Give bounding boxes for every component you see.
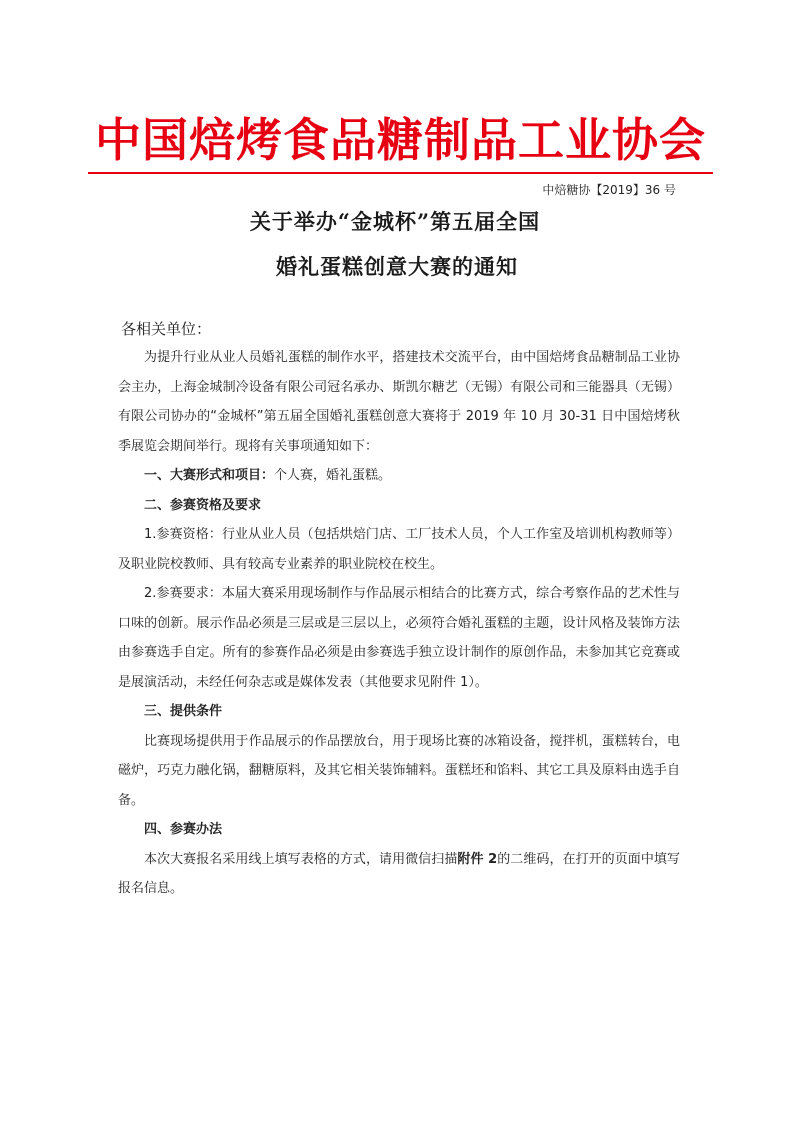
section-1-text: 个人赛，婚礼蛋糕。 bbox=[274, 468, 392, 483]
section-1 bbox=[118, 461, 680, 491]
notice-title-line1: 关于举办“金城杯”第五届全国 bbox=[249, 209, 541, 234]
section-4-heading: 四、参赛办法 bbox=[144, 822, 223, 837]
notice-body bbox=[118, 343, 680, 904]
section-4-text bbox=[118, 845, 680, 904]
section-1-heading: 一、大赛形式和项目： bbox=[144, 468, 275, 483]
section-3-text: 比赛现场提供用于作品展示的作品摆放台，用于现场比赛的冰箱设备，搅拌机，蛋糕转台，电磁炉，巧克力融化锅，翻糖原料，及其它相关装饰辅料。蛋糕坯和馅料、其它工具及原料由选手自备。 bbox=[118, 733, 680, 808]
salutation: 各相关单位： bbox=[121, 320, 212, 338]
letterhead-divider bbox=[88, 172, 713, 174]
section-3-heading: 三、提供条件 bbox=[144, 704, 223, 719]
attachment-2-reference: 附件 2 bbox=[457, 851, 498, 867]
notice-title-line2: 婚礼蛋糕创意大赛的通知 bbox=[276, 254, 518, 279]
section-2-heading: 二、参赛资格及要求 bbox=[144, 497, 262, 513]
section-2-item-2: 2.参赛要求：本届大赛采用现场制作与作品展示相结合的比赛方式，综合考察作品的艺术性与口味的创新。展示作品必须是三层或是三层以上，必须符合婚礼蛋糕的主题，设计风格及装饰方法由参赛选手自定。所有的参赛作品必须是由参赛选手独立设计制作的原创作品，未参加其它竞赛或是展演活动，未经任何杂志或是媒体发表（其他要求见附件 1）。 bbox=[118, 586, 680, 690]
organization-letterhead: 中国焙烤食品糖制品工业协会 bbox=[95, 113, 706, 167]
intro-paragraph: 为提升行业从业人员婚礼蛋糕的制作水平，搭建技术交流平台，由中国焙烤食品糖制品工业协会主办，上海金城制冷设备有限公司冠名承办、斯凯尔糖艺（无锡）有限公司和三能器具（无锡）有限公司协办的“金城杯”第五届全国婚礼蛋糕创意大赛将于 2019 年 10 月 30-31 日中国焙烤秋季展览会期间举行。现将有关事项通知如下： bbox=[118, 350, 680, 454]
document-number: 中焙糖协【2019】36 号 bbox=[542, 183, 676, 197]
section-4-text-a: 本次大赛报名采用线上填写表格的方式，请用微信扫描 bbox=[144, 851, 458, 867]
section-2-item-1: 1.参赛资格：行业从业人员（包括烘焙门店、工厂技术人员，个人工作室及培训机构教师等）及职业院校教师、具有较高专业素养的职业院校在校生。 bbox=[118, 527, 680, 572]
section-4-text-b: 的二维码，在打开的页面中填写报名信息。 bbox=[118, 851, 680, 896]
